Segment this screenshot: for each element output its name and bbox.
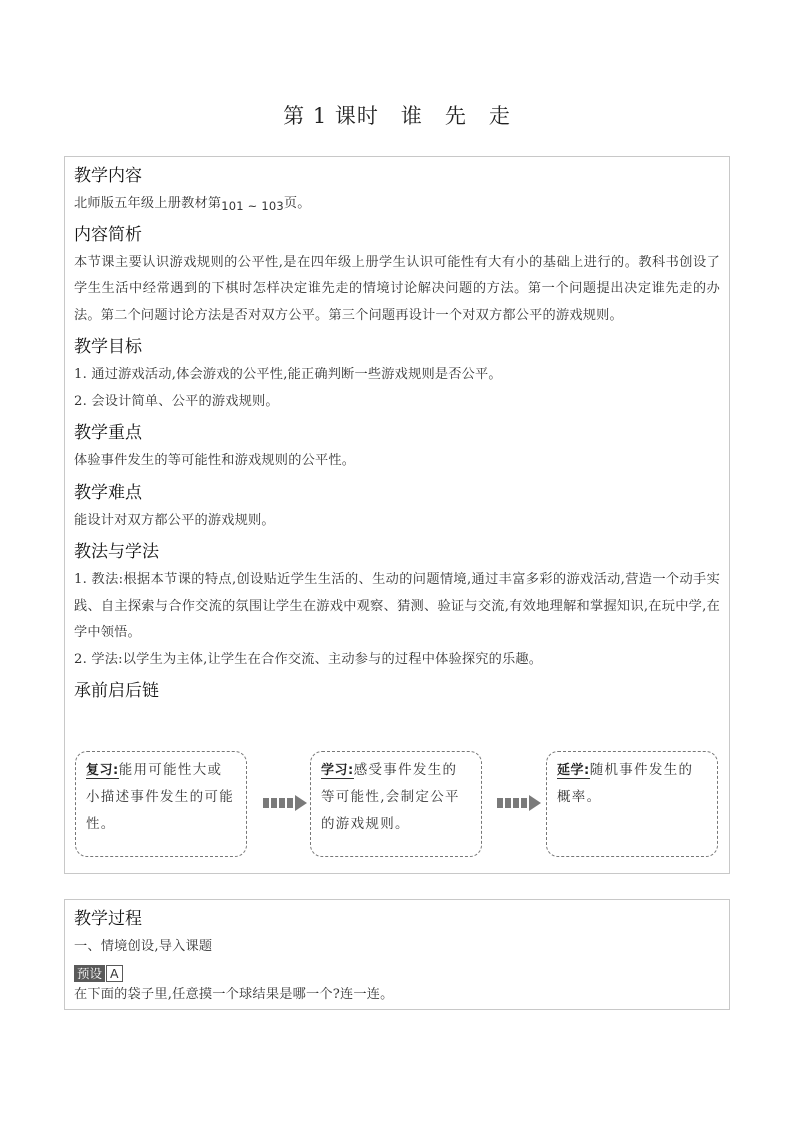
extension-text: 随机事件发生的概率。 — [557, 762, 694, 805]
teaching-content-suffix: 页。 — [283, 196, 311, 211]
lesson-number: 第 1 课时 — [283, 104, 379, 128]
content-analysis-heading: 内容简析 — [74, 224, 142, 245]
teaching-content-prefix: 北师版五年级上册教材第 — [74, 196, 222, 211]
preset-letter: A — [106, 965, 123, 982]
process-heading: 教学过程 — [74, 909, 142, 929]
page-title — [0, 100, 794, 130]
title-char-1: 谁 — [400, 104, 423, 128]
title-char-2: 先 — [444, 104, 467, 128]
preset-badge — [74, 965, 123, 982]
process-text: 在下面的袋子里,任意摸一个球结果是哪一个?连一连。 — [74, 986, 394, 1002]
study-card — [310, 751, 482, 857]
arrow-right-icon — [263, 795, 307, 811]
key-points-text: 体验事件发生的等可能性和游戏规则的公平性。 — [74, 453, 356, 468]
study-tag: 学习: — [321, 763, 354, 778]
study-text: 感受事件发生的等可能性,会制定公平的游戏规则。 — [321, 762, 460, 832]
teaching-content-text — [74, 191, 720, 220]
key-points-heading: 教学重点 — [74, 423, 142, 443]
extension-tag: 延学: — [557, 763, 590, 778]
extension-card — [546, 751, 718, 857]
title-char-3: 走 — [488, 104, 511, 128]
review-text: 能用可能性大或小描述事件发生的可能性。 — [86, 762, 234, 832]
page-range: 101 ~ 103 — [221, 199, 284, 213]
links-heading: 承前启后链 — [74, 681, 159, 701]
arrow-right-icon — [497, 795, 541, 811]
review-tag: 复习: — [86, 763, 119, 778]
content-analysis-text: 本节课主要认识游戏规则的公平性,是在四年级上册学生认识可能性有大有小的基础上进行的。教科书创设了学生生活中经常遇到的下棋时怎样决定谁先走的情境讨论解决问题的方法。第一个问题提出决定谁先走的办法。第二个问题讨论方法是否对双方公平。第三个问题再设计一个对双方都公平的游戏规则。 — [74, 254, 720, 323]
process-subheading: 一、情境创设,导入课题 — [74, 939, 213, 954]
difficulties-text: 能设计对双方都公平的游戏规则。 — [74, 512, 275, 528]
difficulties-heading: 教学难点 — [74, 482, 142, 503]
lesson-plan-box — [64, 156, 730, 874]
knowledge-chain — [75, 751, 715, 861]
teaching-goal-item: 2. 会设计简单、公平的游戏规则。 — [74, 393, 279, 409]
methods-heading: 教法与学法 — [74, 542, 159, 562]
teaching-content-heading: 教学内容 — [74, 166, 142, 186]
methods-item: 2. 学法:以学生为主体,让学生在合作交流、主动参与的过程中体验探究的乐趣。 — [74, 651, 543, 667]
teaching-process-box — [64, 899, 730, 1010]
teaching-goal-item: 1. 通过游戏活动,体会游戏的公平性,能正确判断一些游戏规则是否公平。 — [74, 367, 502, 382]
review-card — [75, 751, 247, 857]
teaching-goals-heading: 教学目标 — [74, 337, 142, 357]
preset-label: 预设 — [74, 965, 105, 982]
methods-item: 1. 教法:根据本节课的特点,创设贴近学生生活的、生动的问题情境,通过丰富多彩的游戏活动,营造一个动手实践、自主探索与合作交流的氛围让学生在游戏中观察、猜测、验证与交流,有效地理解和掌握知识,在玩中学,在学中领悟。 — [74, 572, 720, 640]
